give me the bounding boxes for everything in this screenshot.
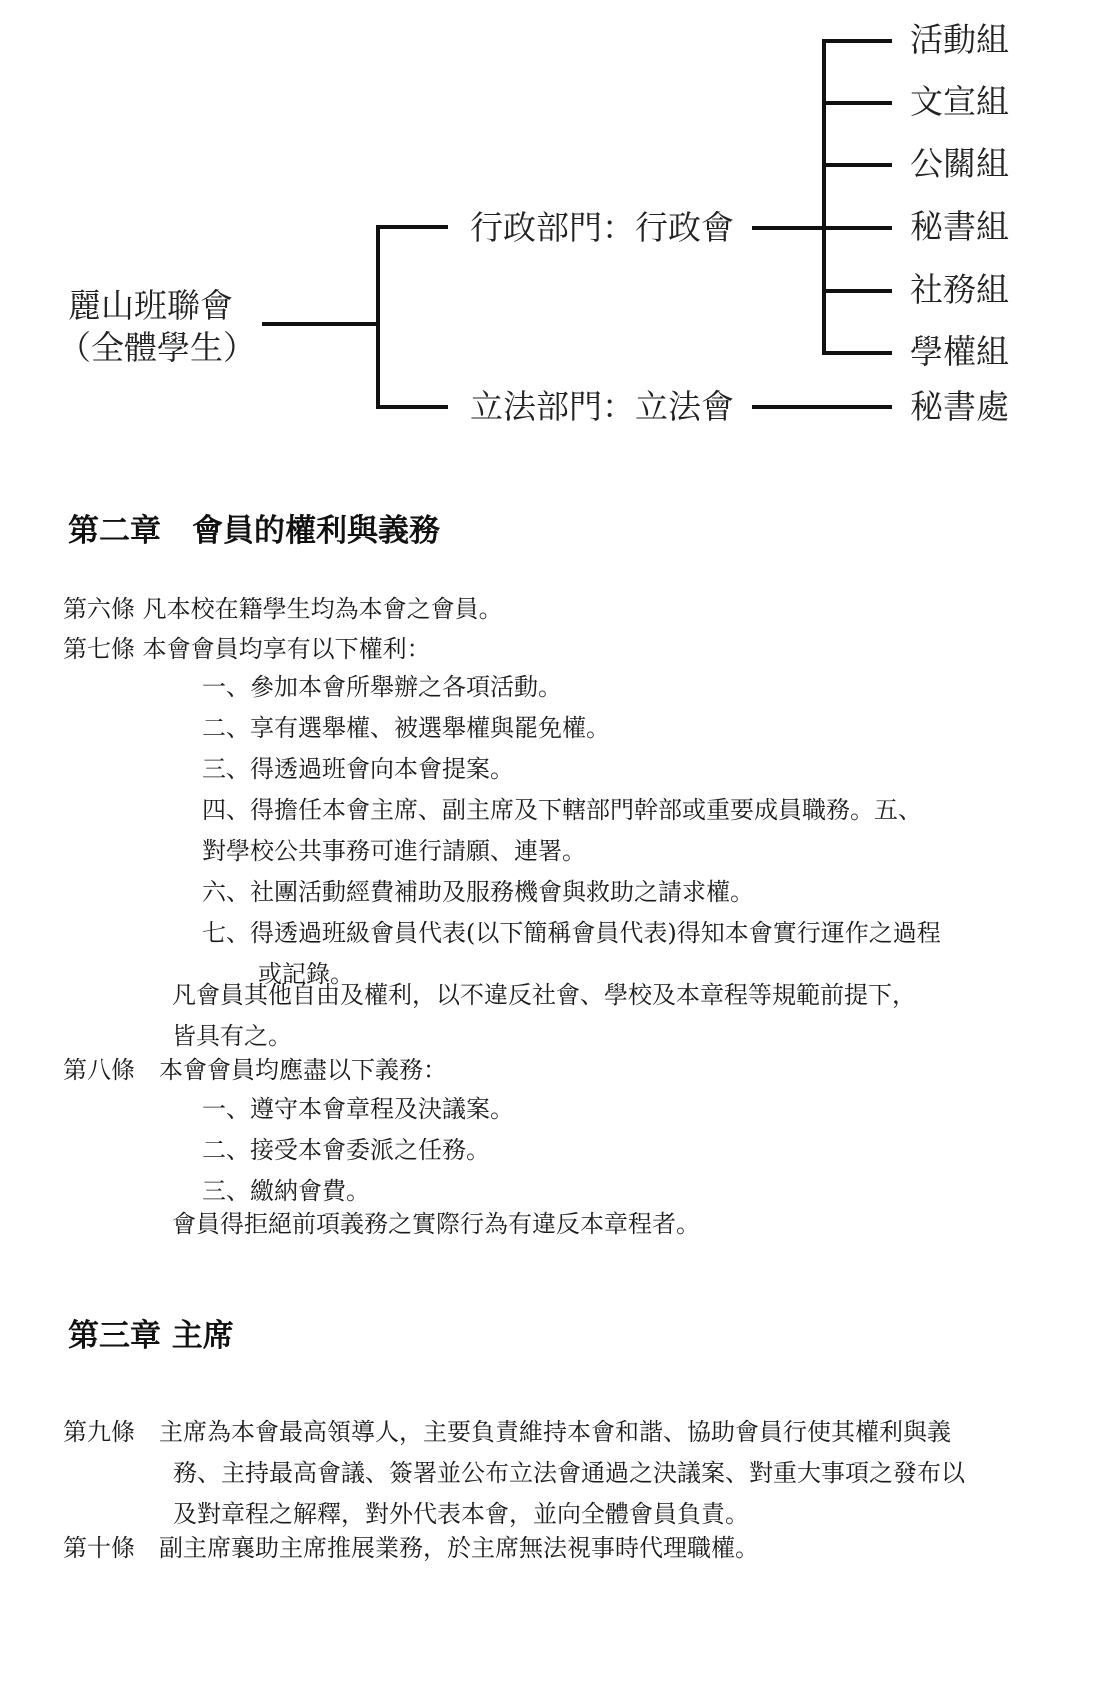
list-item: 二、享有選舉權、被選舉權與罷免權。 [202,714,610,742]
exec-branch [376,225,448,229]
article-8 [63,1050,447,1091]
note-line: 皆具有之。 [172,1022,292,1050]
group-affairs: 社務組 [910,270,1009,309]
article-6-text: 第六條 凡本校在籍學生均為本會之會員。 [63,595,503,623]
groups-vertical [822,39,826,355]
group-secretary: 秘書組 [910,207,1009,246]
chapter-2-title: 第二章 會員的權利與義務 [68,513,440,549]
list-item: 三、得透過班會向本會提案。 [202,755,514,783]
list-item: 二、接受本會委派之任務。 [202,1136,490,1164]
article-9-line: 第九條 主席為本會最高領導人，主要負責維持本會和諧、協助會員行使其權利與義 [63,1418,951,1446]
leg-to-office [752,405,892,409]
article-7-note [172,975,916,1057]
list-item: 四、得擔任本會主席、副主席及下轄部門幹部或重要成員職務。五、 [202,796,922,824]
list-item: 對學校公共事務可進行請願、連署。 [202,837,586,865]
note-line: 凡會員其他自由及權利，以不違反社會、學校及本章程等規範前提下， [172,981,916,1009]
exec-dept-node: 行政部門：行政會 [470,208,734,247]
article-7 [63,629,431,670]
group-pr: 公關組 [910,144,1009,183]
org-chart [0,0,1110,470]
article-8-duties-list [202,1089,514,1212]
chapter-3-title: 第三章 主席 [68,1318,234,1354]
list-item: 六、社團活動經費補助及服務機會與救助之請求權。 [202,878,754,906]
list-item: 一、遵守本會章程及決議案。 [202,1095,514,1123]
root-connector [262,322,380,326]
article-6 [63,589,503,630]
article-9-line: 務、主持最高會議、簽署並公布立法會通過之決議案、對重大事項之發布以 [173,1459,965,1487]
group-tick [822,39,892,43]
list-item: 三、繳納會費。 [202,1177,370,1205]
article-10-text: 第十條 副主席襄助主席推展業務，於主席無法視事時代理職權。 [63,1534,759,1562]
group-tick [822,101,892,105]
leg-secretariat: 秘書處 [910,387,1009,426]
article-8-text: 第八條 本會會員均應盡以下義務： [63,1056,447,1084]
root-node-name: 麗山班聯會 [68,286,233,325]
article-8-note [172,1204,700,1245]
note-line: 會員得拒絕前項義務之實際行為有違反本章程者。 [172,1210,700,1238]
group-tick [822,226,892,230]
article-9 [63,1412,965,1535]
group-publicity: 文宣組 [910,82,1009,121]
article-9-line: 及對章程之解釋，對外代表本會，並向全體會員負責。 [173,1500,749,1528]
group-tick [822,289,892,293]
root-node-sub: （全體學生） [58,328,256,367]
group-activity: 活動組 [910,20,1009,59]
article-7-text: 第七條 本會會員均享有以下權利： [63,635,431,663]
article-7-rights-list [202,667,941,995]
leg-dept-node: 立法部門：立法會 [470,387,734,426]
group-rights: 學權組 [910,332,1009,371]
group-tick [822,163,892,167]
article-10 [63,1528,759,1569]
list-item: 一、參加本會所舉辦之各項活動。 [202,673,562,701]
exec-to-groups [752,226,824,230]
list-item: 或記錄。 [258,960,354,988]
branch-vertical [376,225,380,407]
leg-branch [376,405,448,409]
group-tick [822,351,892,355]
list-item: 七、得透過班級會員代表(以下簡稱會員代表)得知本會實行運作之過程 [202,919,941,947]
